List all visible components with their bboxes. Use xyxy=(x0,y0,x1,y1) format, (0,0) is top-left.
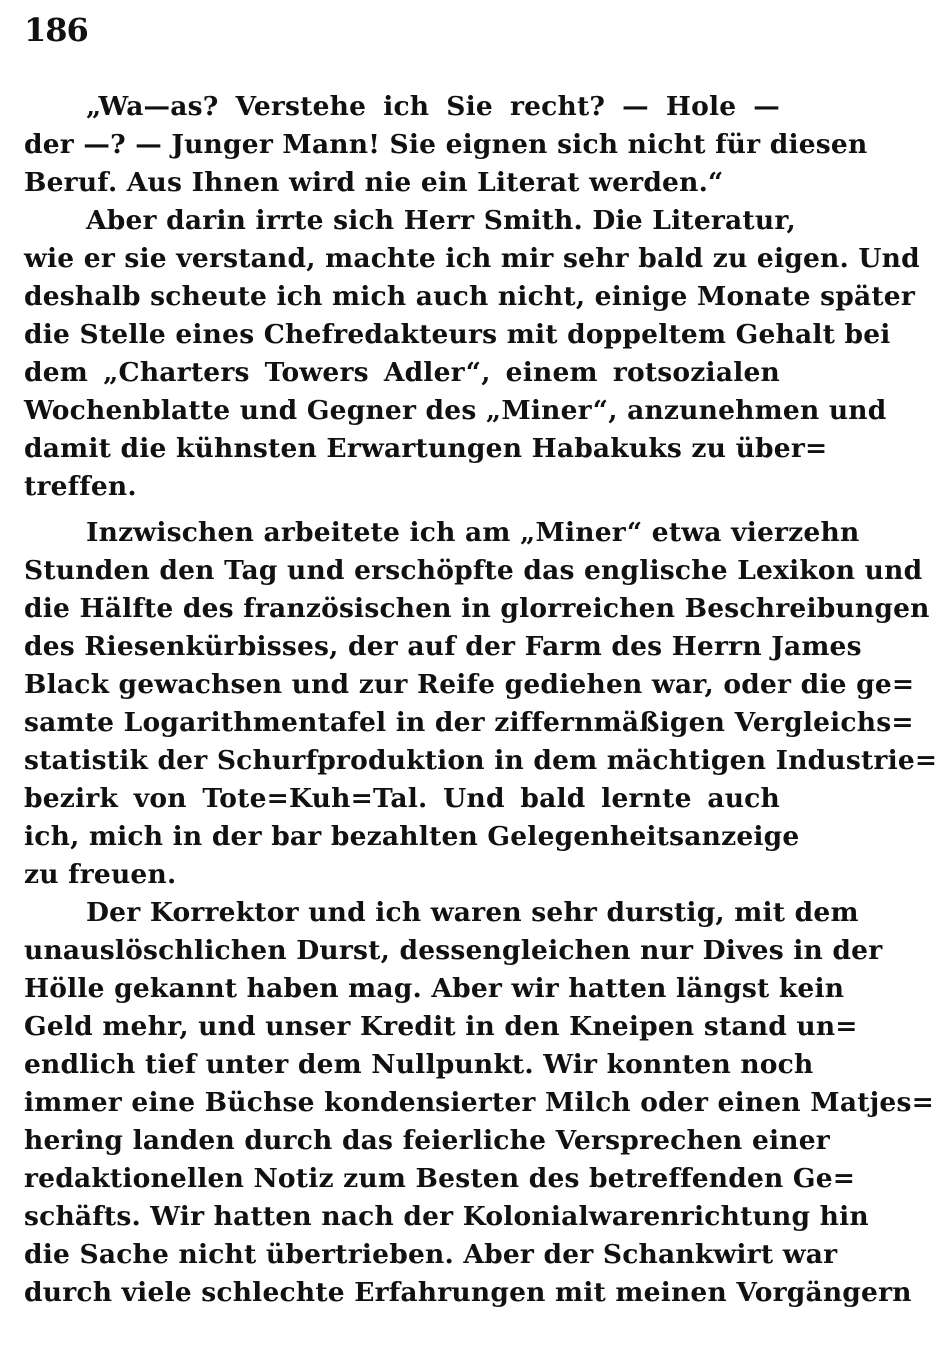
text-line: damit die kühnsten Erwartungen Habakuks zu über= xyxy=(24,433,828,464)
text-line: Black gewachsen und zur Reife gediehen war, oder die ge= xyxy=(24,669,915,700)
text-line: die Stelle eines Chefredakteurs mit doppeltem Gehalt bei xyxy=(24,319,891,350)
text-line: Hölle gekannt haben mag. Aber wir hatten längst kein xyxy=(24,973,845,1004)
text-line: Inzwischen arbeitete ich am „Miner“ etwa vierzehn xyxy=(86,517,860,548)
text-line: treffen. xyxy=(24,471,137,502)
text-line: redaktionellen Notiz zum Besten des betreffenden Ge= xyxy=(24,1163,856,1194)
text-line: die Sache nicht übertrieben. Aber der Schankwirt war xyxy=(24,1239,838,1270)
text-line: unauslöschlichen Durst, dessengleichen nur Dives in der xyxy=(24,935,883,966)
text-line: Geld mehr, und unser Kredit in den Kneipen stand un= xyxy=(24,1011,858,1042)
text-line: zu freuen. xyxy=(24,859,177,890)
text-line: wie er sie verstand, machte ich mir sehr bald zu eigen. Und xyxy=(24,243,920,274)
text-line: hering landen durch das feierliche Versprechen einer xyxy=(24,1125,830,1156)
text-line: schäfts. Wir hatten nach der Kolonialwarenrichtung hin xyxy=(24,1201,869,1232)
text-line: dem „Charters Towers Adler“, einem rotsozialen xyxy=(24,357,780,388)
text-line: Der Korrektor und ich waren sehr durstig, mit dem xyxy=(86,897,859,928)
text-line: durch viele schlechte Erfahrungen mit meinen Vorgängern xyxy=(24,1277,912,1308)
text-line: deshalb scheute ich mich auch nicht, einige Monate später xyxy=(24,281,915,312)
text-line: der —? — Junger Mann! Sie eignen sich nicht für diesen xyxy=(24,129,868,160)
text-line: endlich tief unter dem Nullpunkt. Wir konnten noch xyxy=(24,1049,814,1080)
text-line: des Riesenkürbisses, der auf der Farm des Herrn James xyxy=(24,631,862,662)
text-line: bezirk von Tote=Kuh=Tal. Und bald lernte auch xyxy=(24,783,780,814)
text-line: samte Logarithmentafel in der ziffernmäßigen Vergleichs= xyxy=(24,707,914,738)
text-line: immer eine Büchse kondensierter Milch oder einen Matjes= xyxy=(24,1087,935,1118)
text-line: Aber darin irrte sich Herr Smith. Die Literatur, xyxy=(86,205,796,236)
text-line: die Hälfte des französischen in glorreichen Beschreibungen xyxy=(24,593,930,624)
page-number: 186 xyxy=(24,11,88,49)
text-line: Stunden den Tag und erschöpfte das englische Lexikon und xyxy=(24,555,923,586)
text-line: „Wa—as? Verstehe ich Sie recht? — Hole — xyxy=(86,91,780,122)
text-line: Wochenblatte und Gegner des „Miner“, anzunehmen und xyxy=(24,395,887,426)
text-line: ich, mich in der bar bezahlten Gelegenheitsanzeige xyxy=(24,821,800,852)
text-line: statistik der Schurfproduktion in dem mächtigen Industrie= xyxy=(24,745,937,776)
text-line: Beruf. Aus Ihnen wird nie ein Literat werden.“ xyxy=(24,167,724,198)
